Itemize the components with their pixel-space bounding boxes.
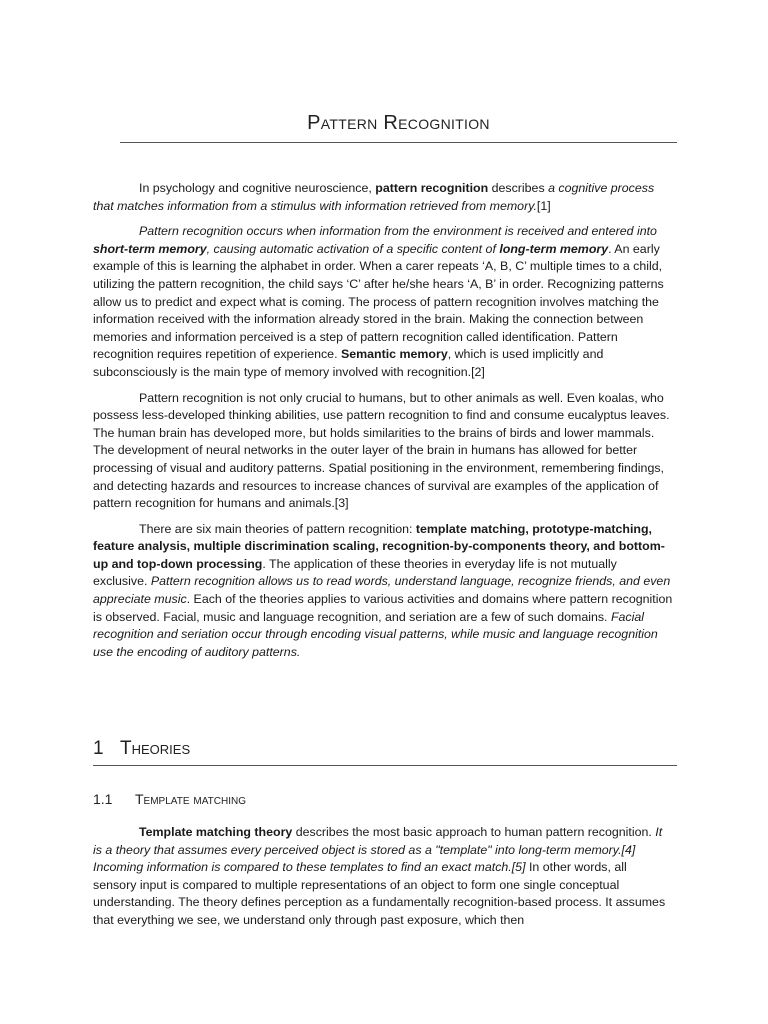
text-run: describes xyxy=(488,181,549,195)
text-run: Facial recognition and seriation occur through encoding visual patterns, while music and language recognition use the encoding of auditory patterns. xyxy=(93,609,658,659)
text-run: , causing automatic activation of a specific content of xyxy=(206,241,500,256)
text-run: Pattern recognition is not only crucial to humans, but to other animals as well. Even koalas, who possess less-developed thinking abilities, use pattern recognition to find and consume eucalyptus leaves. The human brain has developed more, but holds similarities to the brains of birds and lower mammals. The development of neural networks in the outer layer of the brain in humans has allowed for better processing of visual and auditory patterns. Spatial positioning in the environment, remembering findings, and detecting hazards and resources to increase chances of survival are examples of the application of pattern recognition for humans and animals.[3] xyxy=(93,390,670,511)
text-run: Template matching theory xyxy=(139,825,293,839)
text-run: short-term memory xyxy=(93,241,207,256)
text-run: [1] xyxy=(536,198,551,213)
section-number: 1 xyxy=(93,738,104,759)
intro-paragraph-2 xyxy=(93,223,673,381)
text-run: . The application of these theories in everyday life is not mutually exclusive. xyxy=(93,556,617,589)
subsection-title: Template matching xyxy=(135,791,246,807)
text-run: pattern recognition xyxy=(375,181,489,195)
section-heading-theories xyxy=(93,738,190,760)
text-run: In psychology and cognitive neuroscience, xyxy=(139,181,376,195)
text-run: Semantic memory xyxy=(340,347,448,362)
text-run: template matching, prototype-matching, feature analysis, multiple discrimination scaling, recognition-by-components theory, and bottom-up and top-down processing xyxy=(93,521,665,571)
section-title: Theories xyxy=(120,738,191,759)
text-run: . An early example of this is learning the alphabet in order. When a carer repeats ‘A, B, C’ multiple times to a child, utilizing the pattern recognition, the child says ‘C’ after he/she hears ‘A, B’ in order. Recognizing patterns allow us to predict and expect what is coming. The process of pattern recognition involves matching the information received with the information already stored in the brain. Making the connection between memories and information perceived is a step of pattern recognition called identification. Pattern recognition requires repetition of experience. xyxy=(93,241,664,362)
subsection-heading-template-matching xyxy=(93,791,246,807)
template-matching-section xyxy=(93,824,673,938)
text-run: Pattern recognition occurs when information from the environment is received and entered into xyxy=(139,224,657,239)
title-divider xyxy=(120,142,677,143)
section-divider xyxy=(93,765,677,766)
text-run: In other words, all sensory input is compared to multiple representations of an object to form one single conceptual understanding. The theory defines perception as a fundamentally recognition-based process. It assumes that everything we see, we understand only through past exposure, which then xyxy=(93,860,666,927)
text-run: a cognitive process that matches information from a stimulus with information retrieved from memory. xyxy=(93,181,655,213)
template-matching-paragraph-1 xyxy=(93,824,673,930)
text-run: describes the most basic approach to human pattern recognition. xyxy=(292,825,656,839)
intro-paragraph-4 xyxy=(93,521,673,662)
text-run: , which is used implicitly and subconsciously is the main type of memory involved with recognition.[2] xyxy=(93,347,604,379)
text-run: . Each of the theories applies to various activities and domains where pattern recognition is observed. Facial, music and language recognition, and seriation are a few of such domains. xyxy=(93,592,673,624)
text-run: Pattern recognition allows us to read words, understand language, recognize friends, and even appreciate music xyxy=(93,574,671,607)
intro-paragraph-1 xyxy=(93,180,673,215)
intro-paragraph-3 xyxy=(93,390,673,513)
text-run: It is a theory that assumes every perceived object is stored as a "template" into long-term memory.[4] Incoming information is compared to these templates to find an exact match.[5] xyxy=(93,825,663,875)
subsection-number: 1.1 xyxy=(93,791,113,807)
document-title: Pattern Recognition xyxy=(307,112,490,134)
text-run: There are six main theories of pattern recognition: xyxy=(139,521,416,536)
text-run: long-term memory xyxy=(499,241,609,256)
intro-section xyxy=(93,180,673,669)
